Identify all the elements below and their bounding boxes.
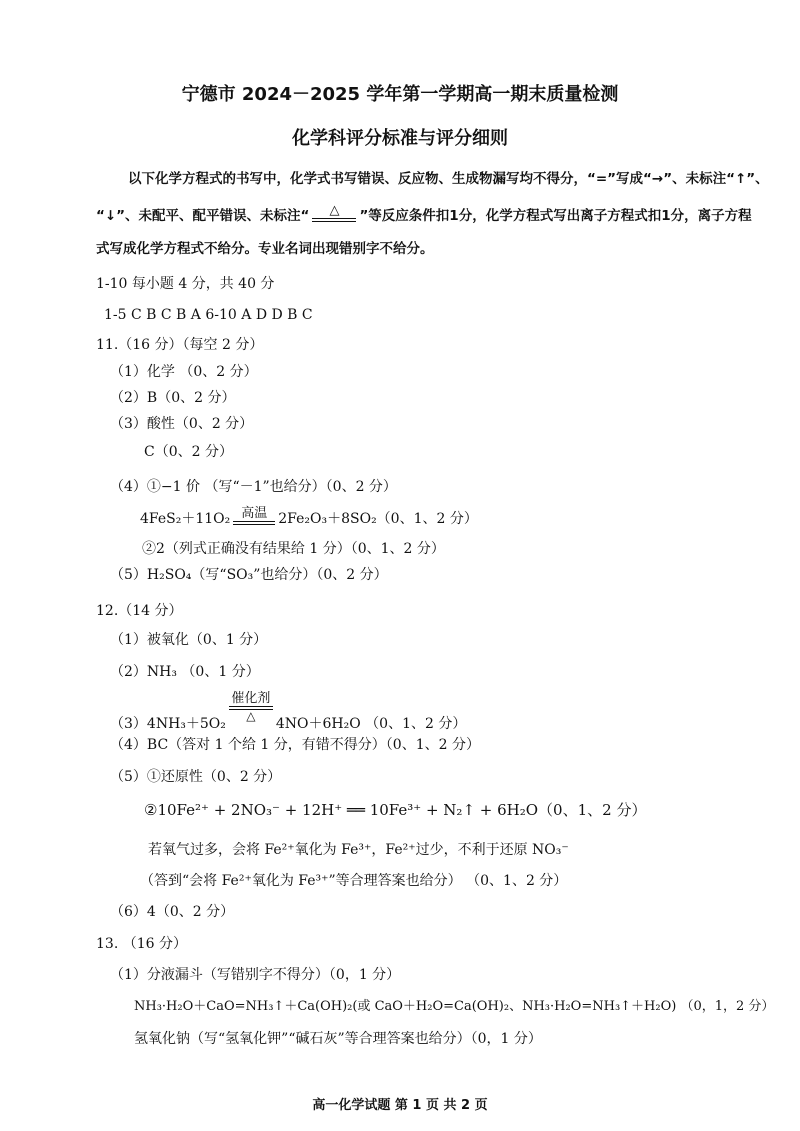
q12-part-1: （1）被氧化（0、1 分）: [110, 632, 268, 648]
mc-header: 1-10 每小题 4 分，共 40 分: [96, 276, 275, 292]
page-title: 宁德市 2024－2025 学年第一学期高一期末质量检测: [181, 84, 619, 105]
q11-equation: 4FeS₂＋11O₂ 高温 2Fe₂O₃＋8SO₂（0、1、2 分）: [140, 506, 478, 527]
q11-part-2: （2）B（0、2 分）: [110, 390, 236, 406]
note-line-2: “↓”、未配平、配平错误、未标注“ △ ”等反应条件扣1分，化学方程式写出离子方程式扣1分，离子方程: [96, 203, 752, 224]
catalyst-heat-condition: 催化剂 △: [229, 692, 273, 723]
note-line-1: 以下化学方程式的书写中，化学式书写错误、反应物、生成物漏写均不得分，“=”写成“→”、未标注“↑”、: [128, 171, 769, 187]
q12-part-6: （6）4（0、2 分）: [110, 904, 235, 920]
q11-part-3b: C（0、2 分）: [144, 444, 233, 460]
q11-header: 11.（16 分）（每空 2 分）: [96, 337, 264, 353]
q13-part-1c: 氢氧化钠（写“氢氧化钾”“碱石灰”等合理答案也给分）（0，1 分）: [134, 1031, 542, 1047]
q13-part-1b: NH₃·H₂O＋CaO=NH₃↑＋Ca(OH)₂(或 CaO＋H₂O=Ca(OH)₂、NH₃·H₂O=NH₃↑＋H₂O) （0，1，2 分）: [134, 999, 775, 1014]
q12-part-3: （3）4NH₃＋5O₂ 催化剂 △ 4NO＋6H₂O （0、1、2 分）: [110, 691, 467, 732]
heating-condition-symbol: △: [312, 204, 356, 222]
q11-part-4a: （4）①−1 价 （写“－1”也给分）（0、2 分）: [110, 479, 397, 495]
q11-part-1: （1）化学 （0、2 分）: [110, 364, 258, 380]
q12-ionic-equation: ②10Fe²⁺ + 2NO₃⁻ + 12H⁺ ══ 10Fe³⁺ + N₂↑ + 6H₂O（0、1、2 分）: [144, 801, 647, 819]
page-footer: 高一化学试题 第 1 页 共 2 页: [312, 1098, 488, 1113]
q12-part-5a: （5）①还原性（0、2 分）: [110, 769, 282, 785]
q12-header: 12.（14 分）: [96, 603, 183, 619]
q11-part-5: （5）H₂SO₄（写“SO₃”也给分）（0、2 分）: [110, 567, 388, 583]
mc-answers: 1-5 C B C B A 6-10 A D D B C: [104, 307, 313, 323]
q12-part-2: （2）NH₃ （0、1 分）: [110, 664, 260, 680]
q11-part-4c: ②2（列式正确没有结果给 1 分）（0、1、2 分）: [142, 541, 445, 557]
q13-header: 13. （16 分）: [96, 936, 187, 952]
q11-part-3a: （3）酸性（0、2 分）: [110, 416, 254, 432]
q13-part-1: （1）分液漏斗（写错别字不得分）（0，1 分）: [110, 967, 401, 983]
page-subtitle: 化学科评分标准与评分细则: [292, 128, 508, 149]
note-line-3: 式写成化学方程式不给分。专业名词出现错别字不给分。: [96, 241, 434, 257]
q12-part-5c: 若氧气过多，会将 Fe²⁺氧化为 Fe³⁺，Fe²⁺过少，不利于还原 NO₃⁻: [148, 842, 569, 858]
q12-part-5d: （答到“会将 Fe²⁺氧化为 Fe³⁺”等合理答案也给分） （0、1、2 分）: [140, 873, 568, 889]
q12-part-4: （4）BC（答对 1 个给 1 分，有错不得分）（0、1、2 分）: [110, 737, 480, 753]
high-temp-condition: 高温: [233, 507, 275, 525]
